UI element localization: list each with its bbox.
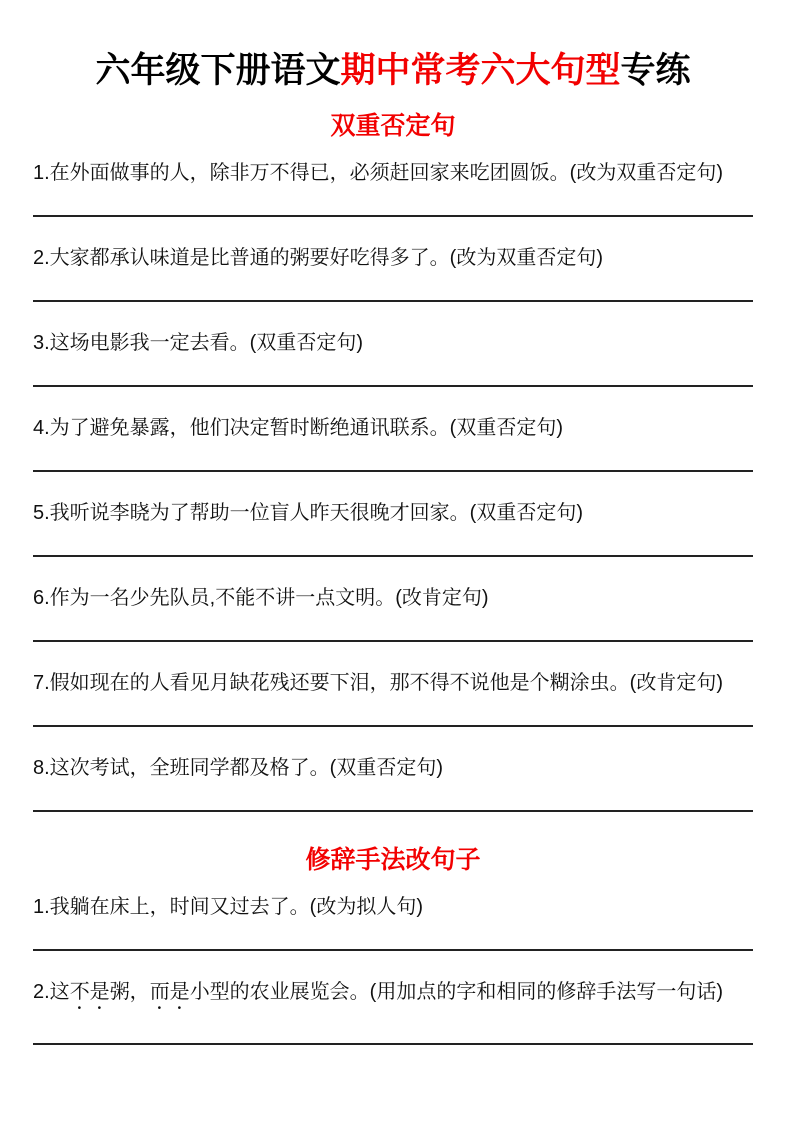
answer-blank-line [33, 470, 753, 472]
question-text-segment: 6.作为一名少先队员,不能不讲一点文明。(改肯定句) [33, 587, 489, 609]
section-2-heading: 修辞手法改句子 [305, 846, 481, 874]
title-segment: 六年级下册语文 [95, 51, 341, 90]
answer-blank-line [33, 385, 753, 387]
question-text-segment: 3.这场电影我一定去看。(双重否定句) [33, 332, 363, 354]
section-2-question-2 [33, 979, 753, 1014]
emphasized-dotted-text: 不是 [69, 981, 110, 1003]
answer-blank-line [33, 1043, 753, 1045]
answer-blank-line [33, 215, 753, 217]
title-highlight-segment: 期中常考六大句型 [340, 51, 621, 90]
section-1-question-7 [33, 670, 753, 696]
answer-blank-line [33, 640, 753, 642]
section-1-question-6 [33, 585, 753, 611]
answer-blank-line [33, 300, 753, 302]
answer-blank-line [33, 810, 753, 812]
question-text-segment: 2.这 [33, 981, 70, 1003]
section-1-question-8 [33, 755, 753, 781]
question-text-segment: 小型的农业展览会。(用加点的字和相同的修辞手法写一句话) [189, 981, 724, 1003]
emphasized-dotted-text: 而是 [149, 981, 190, 1003]
section-1-question-1 [33, 160, 753, 186]
sections [33, 111, 753, 1045]
question-text-segment: 7.假如现在的人看见月缺花残还要下泪，那不得不说他是个糊涂虫。(改肯定句) [33, 672, 723, 694]
section-1-question-3 [33, 330, 753, 356]
page-title [33, 48, 753, 94]
section-1-question-2 [33, 245, 753, 271]
question-text-segment: 2.大家都承认味道是比普通的粥要好吃得多了。(改为双重否定句) [33, 247, 603, 269]
question-text-segment: 1.在外面做事的人，除非万不得已，必须赶回家来吃团圆饭。(改为双重否定句) [33, 162, 723, 184]
answer-blank-line [33, 949, 753, 951]
section-1-question-5 [33, 500, 753, 526]
question-text-segment: 1.我躺在床上，时间又过去了。(改为拟人句) [33, 896, 423, 918]
question-text-segment: 8.这次考试，全班同学都及格了。(双重否定句) [33, 757, 443, 779]
question-text-segment: 粥， [109, 981, 150, 1003]
section-1-heading: 双重否定句 [330, 112, 456, 140]
question-text-segment: 4.为了避免暴露，他们决定暂时断绝通讯联系。(双重否定句) [33, 417, 563, 439]
answer-blank-line [33, 725, 753, 727]
title-segment: 专练 [620, 51, 691, 90]
question-text-segment: 5.我听说李晓为了帮助一位盲人昨天很晚才回家。(双重否定句) [33, 502, 583, 524]
section-2-question-1 [33, 894, 753, 920]
answer-blank-line [33, 555, 753, 557]
section-1-question-4 [33, 415, 753, 441]
